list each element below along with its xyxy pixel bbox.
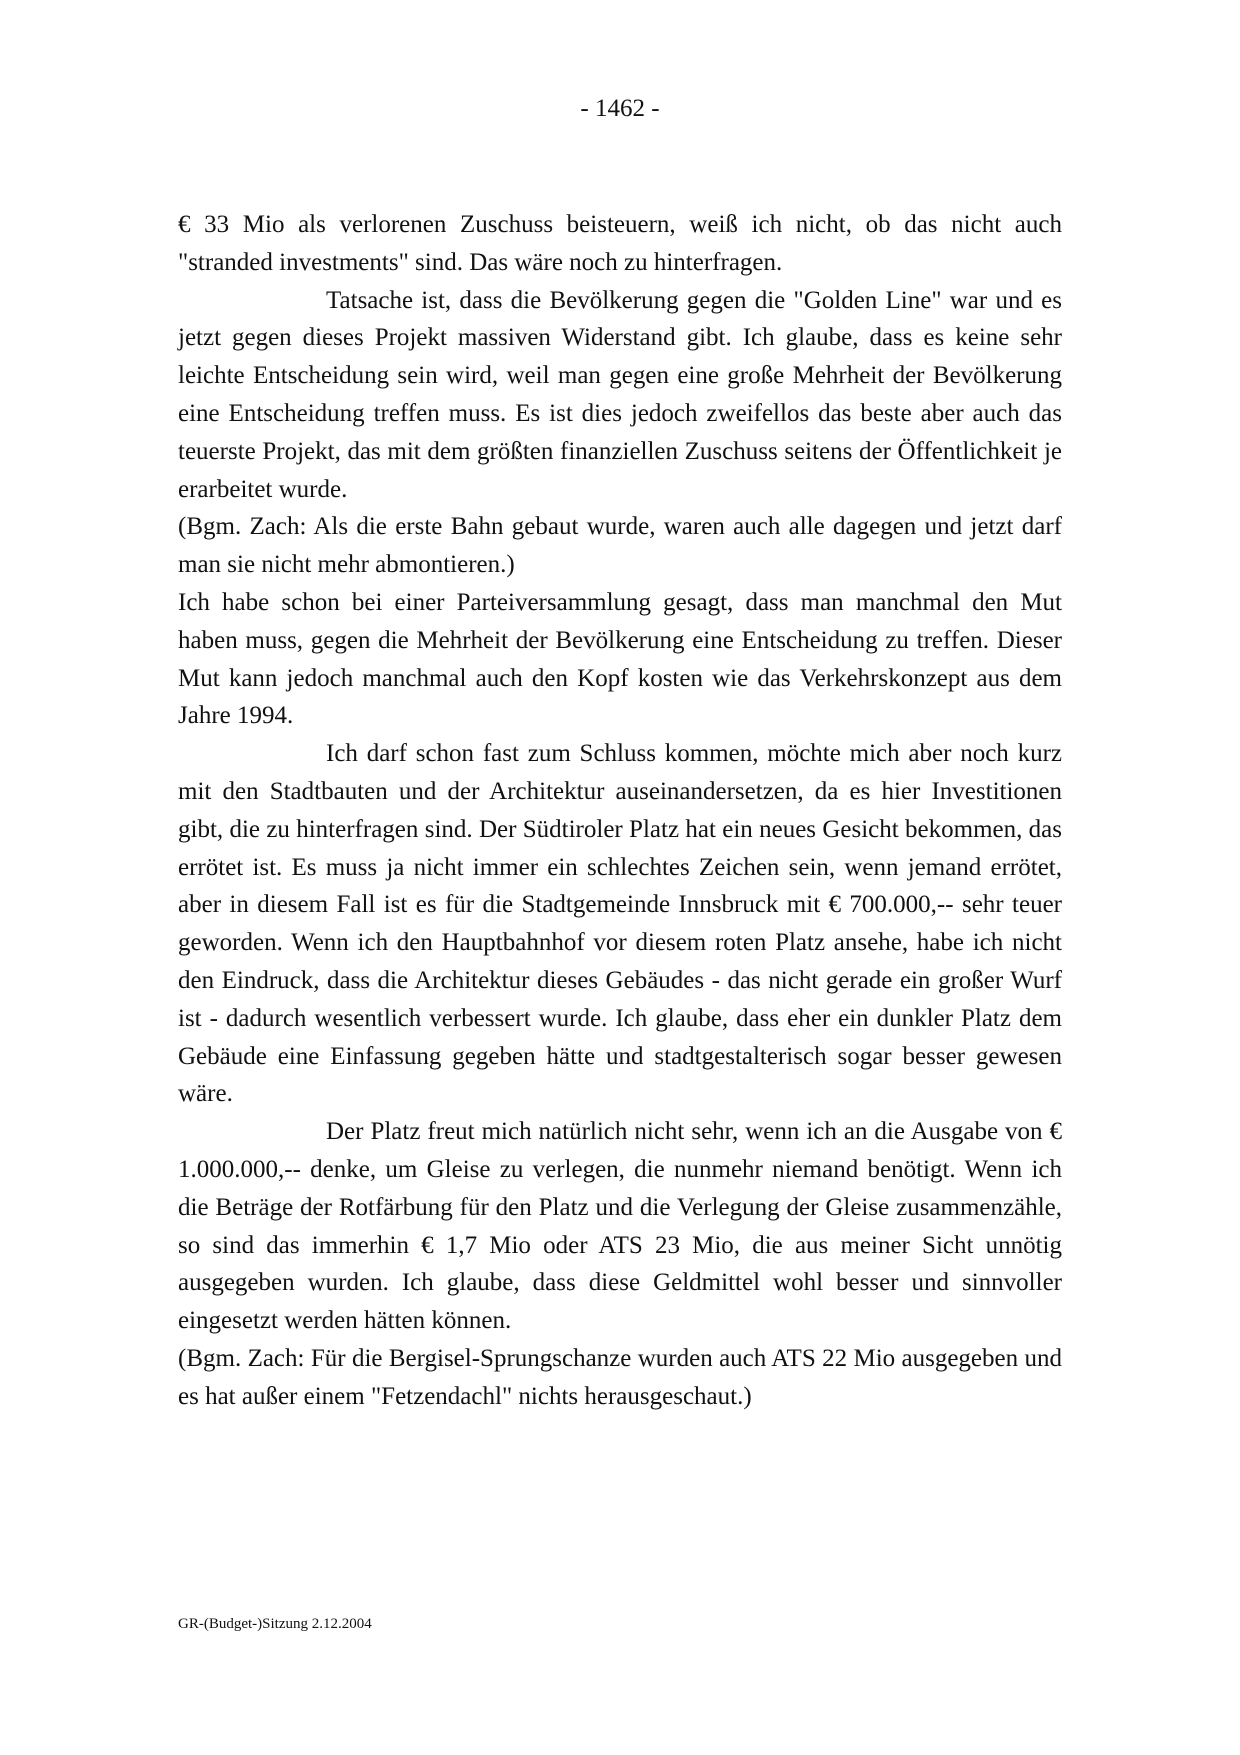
paragraph-5: Ich darf schon fast zum Schluss kommen, möchte mich aber noch kurz mit den Stadtbauten und der Architektur auseinandersetzen, da es hier Investitionen gibt, die zu hinterfragen sind. Der Südtiroler Platz hat ein neues Gesicht bekommen, das errötet ist. Es muss ja nicht immer ein schlechtes Zeichen sein, wenn jemand errötet, aber in diesem Fall ist es für die Stadtgemeinde Innsbruck mit € 700.000,-- sehr teuer geworden. Wenn ich den Hauptbahnhof vor diesem roten Platz ansehe, habe ich nicht den Eindruck, dass die Architektur dieses Gebäudes - das nicht gerade ein großer Wurf ist - dadurch wesentlich verbessert wurde. Ich glaube, dass eher ein dunkler Platz dem Gebäude eine Einfassung gegeben hätte und stadtgestalterisch sogar besser gewesen wäre.	[178, 740, 1062, 1108]
paragraph-2: Tatsache ist, dass die Bevölkerung gegen die "Golden Line" war und es jetzt gegen dieses Projekt massiven Widerstand gibt. Ich glaube, dass es keine sehr leichte Entscheidung sein wird, weil man gegen eine große Mehrheit der Bevölkerung eine Entscheidung treffen muss. Es ist dies jedoch zweifellos das beste aber auch das teuerste Projekt, das mit dem größten finanziellen Zuschuss seitens der Öffentlichkeit je erarbeitet wurde.	[178, 286, 1062, 503]
paragraph-6: Der Platz freut mich natürlich nicht sehr, wenn ich an die Ausgabe von € 1.000.000,-- denke, um Gleise zu verlegen, die nunmehr niemand benötigt. Wenn ich die Beträge der Rotfärbung für den Platz und die Verlegung der Gleise zusammenzähle, so sind das immerhin € 1,7 Mio oder ATS 23 Mio, die aus meiner Sicht unnötig ausgegeben wurden. Ich glaube, dass diese Geldmittel wohl besser und sinnvoller eingesetzt werden hätten können.	[178, 1118, 1062, 1335]
paragraph-4: Ich habe schon bei einer Parteiversammlung gesagt, dass man manchmal den Mut haben muss, gegen die Mehrheit der Bevölkerung eine Entscheidung zu treffen. Dieser Mut kann jedoch manchmal auch den Kopf kosten wie das Verkehrskonzept aus dem Jahre 1994.	[178, 588, 1062, 730]
document-body	[178, 206, 1062, 1416]
paragraph-7-interjection: (Bgm. Zach: Für die Bergisel-Sprungschanze wurden auch ATS 22 Mio ausgegeben und es hat außer einem "Fetzendachl" nichts herausgeschaut.)	[178, 1344, 1062, 1410]
footer-session-label: GR-(Budget-)Sitzung 2.12.2004	[178, 1616, 372, 1632]
paragraph-3-interjection: (Bgm. Zach: Als die erste Bahn gebaut wurde, waren auch alle dagegen und jetzt darf man sie nicht mehr abmontieren.)	[178, 513, 1062, 579]
paragraph-1: € 33 Mio als verlorenen Zuschuss beisteuern, weiß ich nicht, ob das nicht auch "stranded investments" sind. Das wäre noch zu hinterfragen.	[178, 211, 1062, 276]
page-number: - 1462 -	[580, 95, 660, 122]
